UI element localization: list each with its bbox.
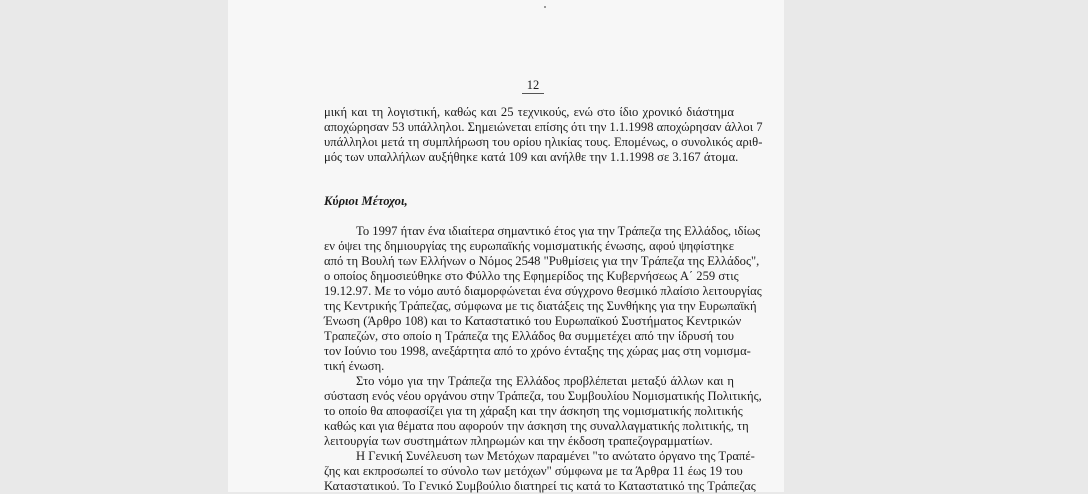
section-heading: Κύριοι Μέτοχοι, [324, 194, 408, 208]
text-line: μός των υπαλλήλων αυξήθηκε κατά 109 και ανήλθε την 1.1.1998 σε 3.167 άτομα. [324, 150, 739, 164]
text-line: Η Γενική Συνέλευση των Μετόχων παραμένει "το ανώτατο όργανο της Τραπέ- [356, 449, 755, 463]
text-line: 19.12.97. Με το νόμο αυτό διαμορφώνεται ένα σύγχρονο θεσμικό πλαίσιο λειτουργίας [324, 284, 762, 298]
text-line: το οποίο θα αποφασίζει για τη χάραξη και την άσκηση της νομισματικής πολιτικής [324, 404, 743, 418]
page-number: 12 [522, 78, 544, 94]
paragraph-1997 [324, 224, 762, 494]
text-line: ζης και εκπροσωπεί το σύνολο των μετόχων" σύμφωνα με τα Άρθρα 11 έως 19 του [324, 464, 743, 478]
text-line: εν όψει της δημιουργίας της ευρωπαϊκής νομισματικής ένωσης, αφού ψηφίστηκε [324, 239, 734, 253]
text-line: Καταστατικού. Το Γενικό Συμβούλιο διατηρεί τις κατά το Καταστατικό της Τράπεζας [324, 479, 756, 493]
text-line: καθώς και για θέματα που αφορούν την άσκηση της συναλλαγματικής πολιτικής, τη [324, 419, 749, 433]
text-line: Ένωση (Άρθρο 108) και το Καταστατικό του Ευρωπαϊκού Συστήματος Κεντρικών [324, 314, 742, 328]
text-line: λειτουργία των συστημάτων πληρωμών και την έκδοση τραπεζογραμματίων. [324, 434, 713, 448]
text-line: σύσταση ενός νέου οργάνου στην Τράπεζα, του Συμβουλίου Νομισματικής Πολιτικής, [324, 389, 762, 403]
text-line: αποχώρησαν 53 υπάλληλοι. Σημειώνεται επίσης ότι την 1.1.1998 αποχώρησαν άλλοι 7 [324, 120, 763, 134]
text-line: τον Ιούνιο του 1998, ανεξάρτητα από το χρόνο ένταξης της χώρας μας στη νομισμα- [324, 344, 751, 358]
text-line: ο οποίος δημοσιεύθηκε στο Φύλλο της Εφημερίδος της Κυβερνήσεως Α΄ 259 στις [324, 269, 739, 283]
text-line: μική και τη λογιστική, καθώς και 25 τεχνικούς, ενώ στο ίδιο χρονικό διάστημα [324, 105, 734, 119]
text-line: υπάλληλοι μετά τη συμπλήρωση του ορίου ηλικίας τους. Επομένως, ο συνολικός αριθ- [324, 135, 763, 149]
text-line: από τη Βουλή των Ελλήνων ο Νόμος 2548 "Ρυθμίσεις για την Τράπεζα της Ελλάδος", [324, 254, 760, 268]
text-line: Το 1997 ήταν ένα ιδιαίτερα σημαντικό έτος για την Τράπεζα της Ελλάδος, ιδίως [356, 224, 761, 238]
text-line: της Κεντρικής Τράπεζας, σύμφωνα με τις διατάξεις της Συνθήκης για την Ευρωπαϊκή [324, 299, 757, 313]
paragraph-staff [324, 105, 763, 165]
text-line: Τραπεζών, στο οποίο η Τράπεζα της Ελλάδος θα συμμετέχει από την ίδρυσή του [324, 329, 734, 343]
text-line: Στο νόμο για την Τράπεζα της Ελλάδος προβλέπεται μεταξύ άλλων και η [356, 374, 734, 388]
text-line: τική ένωση. [324, 359, 385, 373]
scan-speck [544, 6, 546, 8]
